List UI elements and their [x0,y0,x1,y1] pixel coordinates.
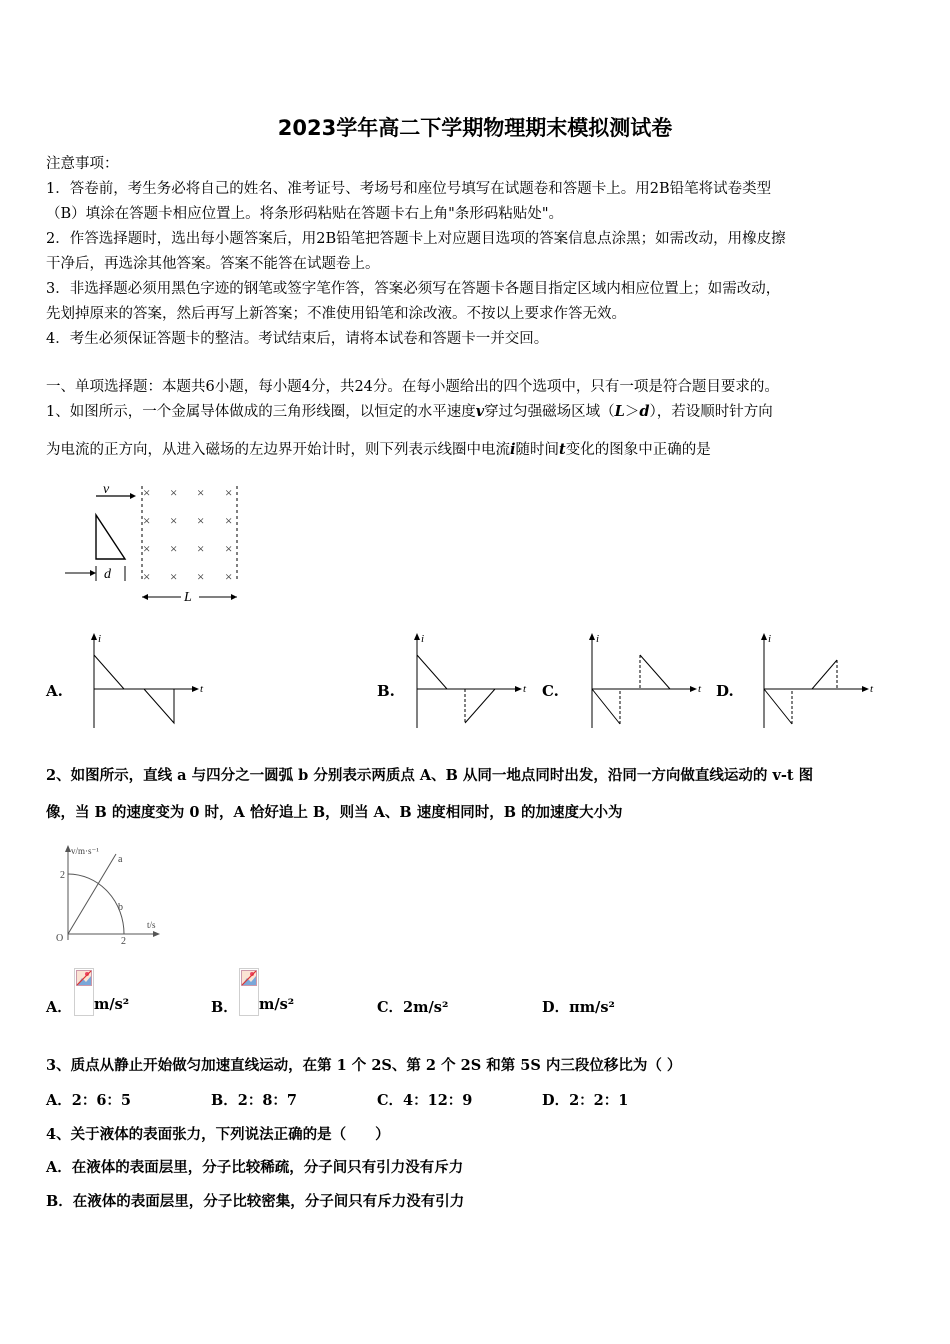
svg-text:×: × [143,485,151,500]
triangle-coil [96,515,125,559]
q2-option-c[interactable]: C．2m/s² [377,999,449,1016]
svg-text:×: × [197,569,205,584]
q1-graph-b [405,630,535,730]
svg-text:t: t [523,683,527,695]
broken-image-icon [76,970,92,986]
notice-line: 干净后，再选涂其他答案。答案不能答在试题卷上。 [46,256,380,272]
svg-text:×: × [197,541,205,556]
axis-v-label: v/m·s⁻¹ [71,846,99,856]
svg-text:t: t [698,683,702,695]
svg-text:×: × [143,541,151,556]
q1-option-b[interactable]: B. [377,682,395,700]
arc-b [68,874,124,934]
q2-option-a[interactable]: A． [46,999,72,1016]
svg-text:×: × [170,485,178,500]
formula-image-placeholder [74,968,94,1016]
svg-text:O: O [56,933,64,944]
svg-text:i: i [98,633,102,645]
q1-option-a[interactable]: A. [46,682,63,700]
notice-line: 1．答卷前，考生务必将自己的姓名、准考证号、考场号和座位号填写在试题卷和答题卡上。用2B铅笔将试卷类型 [46,181,772,197]
notice-line: 3．非选择题必须用黑色字迹的钢笔或签字笔作答，答案必须写在答题卡各题目指定区域内相应位置上；如需改动， [46,281,781,297]
q4-stem: 4、关于液体的表面张力，下列说法正确的是（ ） [46,1126,390,1143]
q1-stem-line2: 为电流的正方向，从进入磁场的左边界开始计时，则下列表示线圈中电流i随时间t变化的图象中正确的是 [46,441,711,458]
notice-line: 4．考生必须保证答题卡的整洁。考试结束后，请将本试卷和答题卡一并交回。 [46,331,549,347]
q2-option-b[interactable]: B． [211,999,238,1016]
q1-graph-a [82,630,212,730]
q4-option-a[interactable]: A．在液体的表面层里，分子比较稀疏，分子间只有引力没有斥力 [46,1159,464,1176]
q3-option-d[interactable]: D．2：2：1 [542,1092,629,1109]
formula-image-placeholder [239,968,259,1016]
line-a [68,854,116,934]
q1-option-d[interactable]: D. [716,682,734,700]
q3-option-c[interactable]: C．4：12：9 [377,1092,473,1109]
page-title: 2023学年高二下学期物理期末模拟测试卷 [277,116,673,140]
svg-text:a: a [118,854,123,865]
svg-text:×: × [143,513,151,528]
q4-option-b[interactable]: B．在液体的表面层里，分子比较密集，分子间只有斥力没有引力 [46,1193,465,1210]
notice-line: 先划掉原来的答案，然后再写上新答案；不准使用铅笔和涂改液。不按以上要求作答无效。 [46,306,626,322]
svg-text:×: × [170,569,178,584]
q2-vt-figure [52,840,172,950]
broken-image-icon [241,970,257,986]
svg-text:2: 2 [121,936,126,947]
magnetic-field-crosses [143,485,232,584]
q3-option-b[interactable]: B．2：8：7 [211,1092,298,1109]
svg-text:×: × [143,569,151,584]
q3-stem: 3、质点从静止开始做匀加速直线运动，在第 1 个 2S、第 2 个 2S 和第 5S 内三段位移比为（ ） [46,1057,682,1074]
svg-text:2: 2 [60,870,65,881]
q1-figure [55,478,255,608]
d-label: d [104,567,111,582]
notice-line: （B）填涂在答题卡相应位置上。将条形码粘贴在答题卡右上角"条形码粘贴处"。 [46,206,563,222]
notice-line: 2．作答选择题时，选出每小题答案后，用2B铅笔把答题卡上对应题目选项的答案信息点涂黑；如需改动，用橡皮擦 [46,231,786,247]
q1-graph-d [752,630,882,730]
q3-option-a[interactable]: A．2：6：5 [46,1092,132,1109]
q1-stem-line1: 1、如图所示，一个金属导体做成的三角形线圈，以恒定的水平速度v穿过匀强磁场区域（L＞d），若设顺时针方向 [46,403,773,420]
svg-text:×: × [225,569,233,584]
svg-text:×: × [197,485,205,500]
svg-text:×: × [197,513,205,528]
section-heading: 一、单项选择题：本题共6小题，每小题4分，共24分。在每小题给出的四个选项中，只有一项是符合题目要求的。 [46,379,779,395]
svg-text:b: b [118,902,123,913]
notice-heading: 注意事项： [46,156,119,172]
svg-text:×: × [225,541,233,556]
q1-option-c[interactable]: C. [542,682,559,700]
q2-stem-line1: 2、如图所示，直线 a 与四分之一圆弧 b 分别表示两质点 A、B 从同一地点同时出发，沿同一方向做直线运动的 v-t 图 [46,767,814,784]
L-label: L [184,590,192,605]
svg-text:i: i [596,633,600,645]
svg-text:t: t [870,683,874,695]
q2-stem-line2: 像，当 B 的速度变为 0 时，A 恰好追上 B，则当 A、B 速度相同时，B 的加速度大小为 [46,804,623,821]
svg-text:×: × [225,513,233,528]
svg-text:i: i [421,633,425,645]
svg-text:×: × [170,541,178,556]
q2-option-b-unit: m/s² [259,996,295,1013]
q2-option-d[interactable]: D．πm/s² [542,999,615,1016]
q1-graph-c [580,630,710,730]
svg-text:×: × [225,485,233,500]
svg-text:×: × [170,513,178,528]
svg-text:t: t [200,683,204,695]
axis-t-label: t/s [147,920,156,930]
velocity-label: v [103,482,110,497]
q2-option-a-unit: m/s² [94,996,130,1013]
svg-text:i: i [768,633,772,645]
